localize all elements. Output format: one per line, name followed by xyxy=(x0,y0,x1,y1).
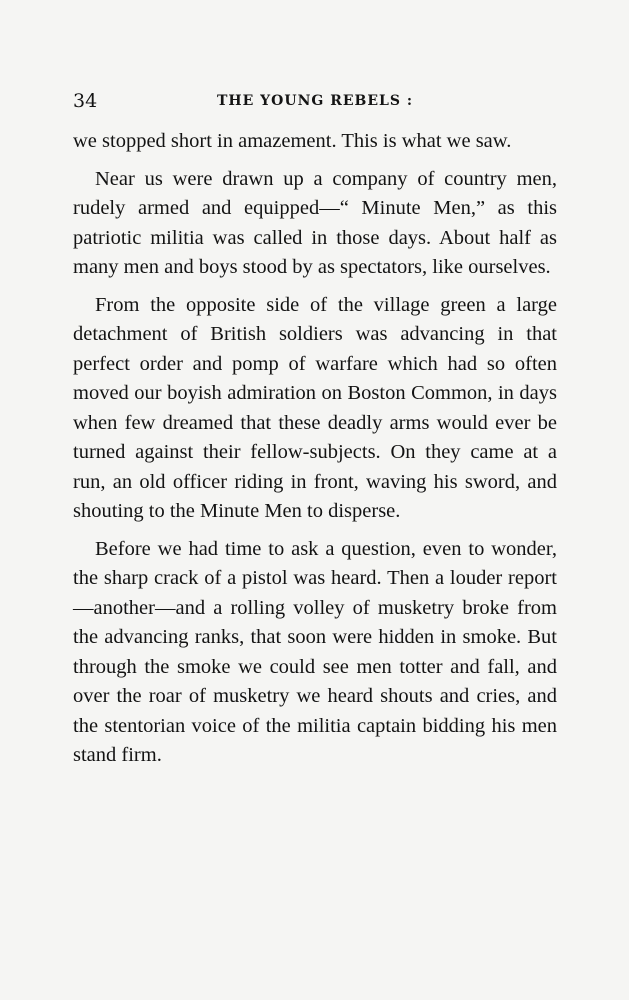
page-number: 34 xyxy=(73,90,98,112)
paragraph-continuation: we stopped short in amazement. This is what we saw. xyxy=(73,130,512,152)
paragraph-musketry: Before we had time to ask a question, even to wonder, the sharp crack of a pistol was heard. Then a louder report—another—and a rolling volley of musketry broke from the advancing ranks, that soon were hidden in smoke. But through the smoke we could see men totter and fall, and over the roar of musketry we heard shouts and cries, and the stentorian voice of the militia captain bidding his men stand firm. xyxy=(73,537,557,766)
paragraph-british-soldiers: From the opposite side of the village green a large detachment of British soldiers was advancing in that perfect order and pomp of warfare which had so often moved our boyish admiration on Boston Common, in days when few dreamed that these deadly arms would ever be turned against their fellow-subjects. On they came at a run, an old officer riding in front, waving his sword, and shouting to the Minute Men to disperse. xyxy=(73,293,557,522)
paragraph-minute-men: Near us were drawn up a company of country men, rudely armed and equipped—“ Minute Men,” as this patriotic militia was called in those days. About half as many men and boys stood by as spectators, like ourselves. xyxy=(73,167,557,278)
page-header xyxy=(73,90,557,120)
body-text xyxy=(73,127,557,771)
running-head: THE YOUNG REBELS : xyxy=(216,93,414,109)
